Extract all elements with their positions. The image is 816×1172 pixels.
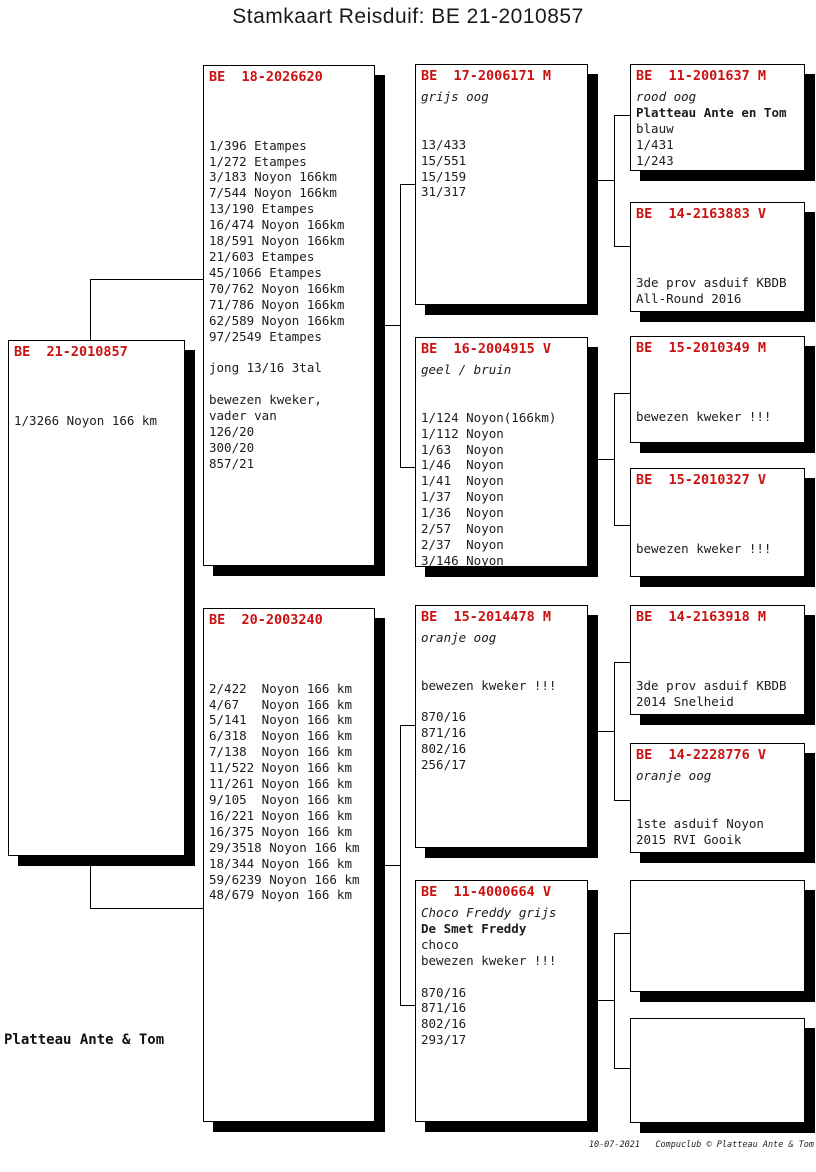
box-line [636, 800, 800, 816]
box-line: geel / bruin [421, 362, 512, 377]
connector-line [614, 115, 615, 247]
box-line [421, 646, 583, 662]
box-line: 802/16 [421, 741, 467, 757]
box-line: All-Round 2016 [636, 290, 742, 306]
box-line: 1/243 [636, 152, 674, 168]
box-line [209, 90, 370, 106]
box-line: 13/433 [421, 136, 467, 152]
ring-number: BE 11-4000664 V [421, 884, 552, 900]
ring-number: BE 15-2010327 V [636, 472, 767, 488]
box-line: 256/17 [421, 757, 467, 773]
connector-line [400, 184, 416, 185]
box-line: 3/146 Noyon [421, 552, 504, 568]
ring-number: BE 14-2163918 M [636, 609, 767, 625]
box-line: 70/762 Noyon 166km [209, 280, 345, 296]
box-line: 802/16 [421, 1016, 467, 1032]
box-line: 13/190 Etampes [209, 201, 315, 217]
box-line: 1/396 Etampes [209, 137, 307, 153]
box-line: bewezen kweker !!! [636, 408, 772, 424]
box-line: 871/16 [421, 725, 467, 741]
pedigree-box-empty_bottom [630, 1018, 805, 1123]
box-line: 71/786 Noyon 166km [209, 296, 345, 312]
box-line: 6/318 Noyon 166 km [209, 728, 352, 744]
box-line: 16/221 Noyon 166 km [209, 807, 352, 823]
connector-line [588, 180, 615, 181]
box-line [636, 259, 800, 275]
connector-line [90, 279, 204, 280]
box-line [636, 393, 800, 409]
box-line [421, 969, 583, 985]
box-line: oranje oog [421, 630, 497, 645]
box-line [421, 105, 583, 121]
box-line: 7/544 Noyon 166km [209, 185, 337, 201]
box-line: bewezen kweker !!! [421, 952, 557, 968]
box-line [636, 630, 800, 646]
box-line [636, 493, 800, 509]
box-line: 16/474 Noyon 166km [209, 217, 345, 233]
box-line: 1/272 Etampes [209, 153, 307, 169]
box-line: 1/41 Noyon [421, 473, 504, 489]
box-line: 1/46 Noyon [421, 457, 504, 473]
box-line: 300/20 [209, 439, 255, 455]
ring-number: BE 14-2163883 V [636, 206, 767, 222]
connector-line [90, 856, 91, 909]
box-line: bewezen kweker, [209, 392, 322, 408]
pedigree-box-subject [8, 340, 185, 856]
connector-line [614, 662, 631, 663]
ring-number: BE 15-2010349 M [636, 340, 767, 356]
box-line [636, 662, 800, 678]
ring-number: BE 15-2014478 M [421, 609, 552, 625]
pedigree-box-be20_2003240 [203, 608, 375, 1122]
box-line: 31/317 [421, 184, 467, 200]
box-line: Choco Freddy grijs [421, 905, 557, 920]
box-line: 97/2549 Etampes [209, 328, 322, 344]
box-line [421, 121, 583, 137]
box-line: jong 13/16 3tal [209, 360, 322, 376]
ring-number: BE 16-2004915 V [421, 341, 552, 357]
connector-line [588, 1000, 615, 1001]
box-line: 21/603 Etampes [209, 249, 315, 265]
ring-number: BE 20-2003240 [209, 612, 323, 628]
box-line [636, 243, 800, 259]
box-line: 870/16 [421, 984, 467, 1000]
box-line [14, 397, 180, 413]
connector-line [614, 115, 631, 116]
box-line: 126/20 [209, 423, 255, 439]
box-line: 870/16 [421, 709, 467, 725]
box-line: 293/17 [421, 1032, 467, 1048]
connector-line [375, 325, 401, 326]
owner-name: Platteau Ante & Tom [4, 1032, 165, 1048]
box-line: 1/63 Noyon [421, 441, 504, 457]
box-line: vader van [209, 408, 277, 424]
box-line [14, 365, 180, 381]
box-line [636, 646, 800, 662]
ring-number: BE 11-2001637 M [636, 68, 767, 84]
pedigree-box-be15_2010327 [630, 468, 805, 577]
connector-line [614, 525, 631, 526]
box-line [636, 525, 800, 541]
box-line: 15/551 [421, 152, 467, 168]
connector-line [400, 1005, 416, 1006]
box-line: 59/6239 Noyon 166 km [209, 871, 360, 887]
box-line: blauw [636, 120, 674, 136]
box-line: 18/344 Noyon 166 km [209, 855, 352, 871]
connector-line [400, 467, 416, 468]
box-line: grijs oog [421, 89, 489, 104]
box-line: 3/183 Noyon 166km [209, 169, 337, 185]
connector-line [614, 933, 615, 1069]
box-line: bewezen kweker !!! [421, 677, 557, 693]
box-line: bewezen kweker !!! [636, 540, 772, 556]
box-line: 871/16 [421, 1000, 467, 1016]
box-line [636, 227, 800, 243]
connector-line [588, 731, 615, 732]
box-line: 1/124 Noyon(166km) [421, 409, 557, 425]
box-line: 29/3518 Noyon 166 km [209, 839, 360, 855]
pedigree-box-be14_2228776 [630, 743, 805, 853]
ring-number: BE 17-2006171 M [421, 68, 552, 84]
box-line: 1/431 [636, 136, 674, 152]
box-line: 62/589 Noyon 166km [209, 312, 345, 328]
box-line: 2015 RVI Gooik [636, 831, 742, 847]
connector-line [614, 662, 615, 801]
pedigree-box-be15_2010349 [630, 336, 805, 443]
box-line: 1/3266 Noyon 166 km [14, 412, 157, 428]
box-line: 15/159 [421, 168, 467, 184]
connector-line [588, 459, 615, 460]
box-line: 857/21 [209, 455, 255, 471]
footer-credit: 10-07-2021 Compuclub © Platteau Ante & Tom [588, 1140, 814, 1150]
box-line: 1ste asduif Noyon [636, 815, 764, 831]
box-line: choco [421, 936, 459, 952]
box-line [421, 378, 583, 394]
box-line [209, 633, 370, 649]
box-line [421, 394, 583, 410]
pedigree-box-be14_2163883 [630, 202, 805, 312]
box-line: 2014 Snelheid [636, 693, 734, 709]
box-line: 3de prov asduif KBDB [636, 274, 787, 290]
pedigree-box-be18_2026620 [203, 65, 375, 566]
box-line: 2/422 Noyon 166 km [209, 680, 352, 696]
box-line [636, 509, 800, 525]
box-line: 4/67 Noyon 166 km [209, 696, 352, 712]
box-line: Platteau Ante en Tom [636, 104, 787, 120]
connector-line [400, 725, 401, 1006]
ring-number: BE 21-2010857 [14, 344, 128, 360]
box-line [209, 665, 370, 681]
box-line: 1/36 Noyon [421, 505, 504, 521]
box-line: 2/57 Noyon [421, 521, 504, 537]
pedigree-box-empty_top [630, 880, 805, 992]
connector-line [614, 933, 631, 934]
box-line: 11/261 Noyon 166 km [209, 776, 352, 792]
connector-line [375, 865, 401, 866]
box-line: 1/112 Noyon [421, 425, 504, 441]
connector-line [614, 800, 631, 801]
page-title: Stamkaart Reisduif: BE 21-2010857 [232, 5, 584, 28]
box-line: oranje oog [636, 768, 712, 783]
box-line [14, 381, 180, 397]
box-line [209, 344, 370, 360]
connector-line [614, 1068, 631, 1069]
connector-line [400, 184, 401, 468]
box-line: 7/138 Noyon 166 km [209, 744, 352, 760]
box-line [636, 784, 800, 800]
connector-line [90, 279, 91, 341]
box-line: 9/105 Noyon 166 km [209, 792, 352, 808]
box-line [421, 662, 583, 678]
box-line [209, 376, 370, 392]
box-line: 16/375 Noyon 166 km [209, 823, 352, 839]
box-line: 1/37 Noyon [421, 489, 504, 505]
pedigree-box-be15_2014478 [415, 605, 588, 848]
connector-line [614, 393, 615, 526]
box-line: 11/522 Noyon 166 km [209, 760, 352, 776]
box-line: 48/679 Noyon 166 km [209, 887, 352, 903]
box-line [209, 106, 370, 122]
box-line: rood oog [636, 89, 697, 104]
box-line: 3de prov asduif KBDB [636, 677, 787, 693]
pedigree-box-be16_2004915 [415, 337, 588, 567]
box-line: 18/591 Noyon 166km [209, 233, 345, 249]
box-line [209, 122, 370, 138]
box-line: 45/1066 Etampes [209, 264, 322, 280]
pedigree-box-be11_4000664 [415, 880, 588, 1122]
connector-line [400, 725, 416, 726]
connector-line [614, 246, 631, 247]
box-line [636, 377, 800, 393]
box-line [421, 694, 583, 710]
ring-number: BE 18-2026620 [209, 69, 323, 85]
pedigree-box-be11_2001637 [630, 64, 805, 171]
pedigree-box-be17_2006171 [415, 64, 588, 305]
box-line: De Smet Freddy [421, 920, 527, 936]
pedigree-box-be14_2163918 [630, 605, 805, 715]
box-line [209, 649, 370, 665]
connector-line [614, 393, 631, 394]
box-line: 5/141 Noyon 166 km [209, 712, 352, 728]
connector-line [90, 908, 204, 909]
ring-number: BE 14-2228776 V [636, 747, 767, 763]
box-line [636, 361, 800, 377]
box-line: 2/37 Noyon [421, 536, 504, 552]
